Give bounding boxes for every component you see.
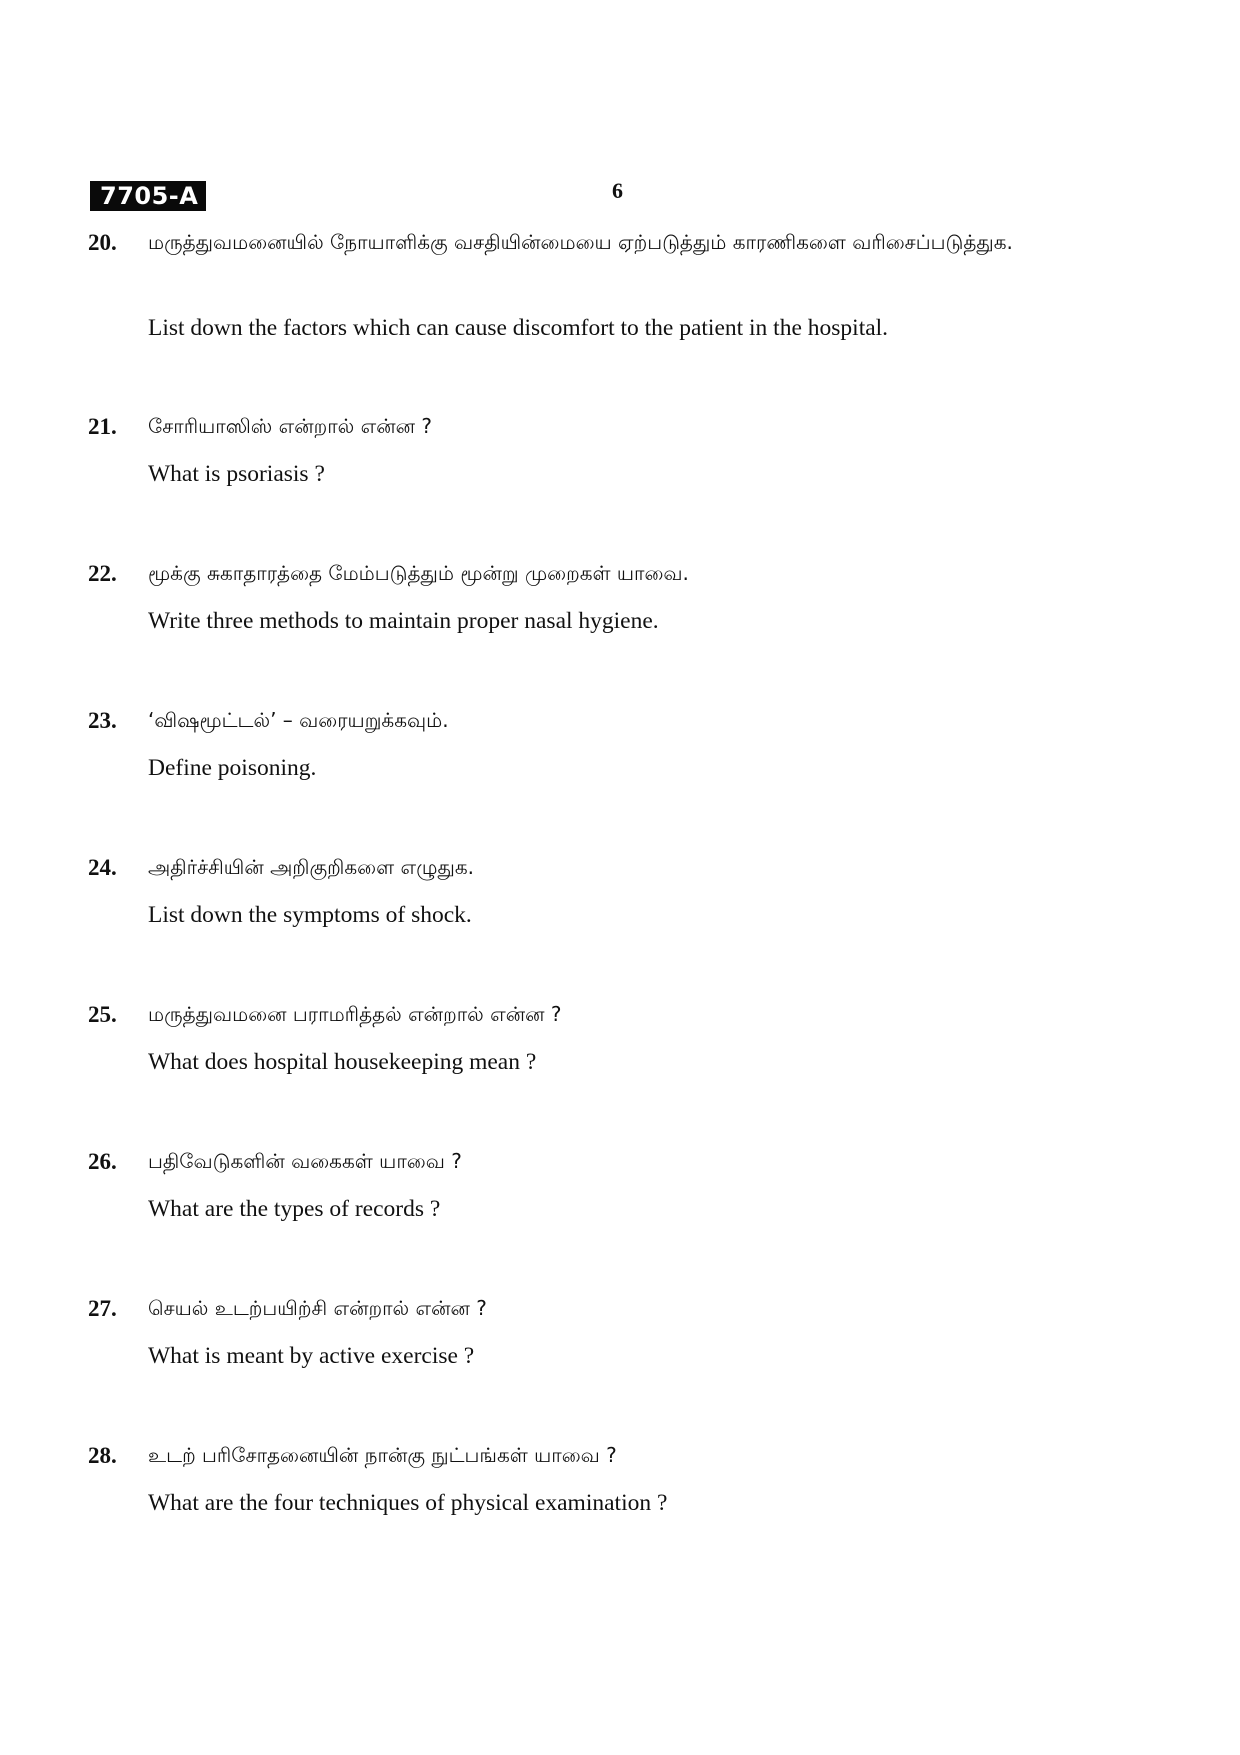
question-number: 24. [88, 855, 117, 880]
question-text-english: What are the four techniques of physical examination ? [148, 1490, 668, 1516]
question-text-english: List down the symptoms of shock. [148, 902, 472, 928]
question-text-tamil: உடற் பரிசோதனையின் நான்கு நுட்பங்கள் யாவை ? [148, 1443, 617, 1467]
question-number: 20. [88, 230, 117, 255]
question-text-tamil: செயல் உடற்பயிற்சி என்றால் என்ன ? [148, 1296, 487, 1320]
question-text-tamil: மருத்துவமனையில் நோயாளிக்கு வசதியின்மையை ஏற்படுத்தும் காரணிகளை வரிசைப்படுத்துக. [148, 230, 1013, 254]
question-text-english: List down the factors which can cause discomfort to the patient in the hospital. [148, 315, 889, 341]
question-text-tamil: மருத்துவமனை பராமரித்தல் என்றால் என்ன ? [148, 1002, 562, 1026]
question-text-english: What is psoriasis ? [148, 461, 325, 487]
question-text-tamil: சோரியாஸிஸ் என்றால் என்ன ? [148, 414, 433, 438]
paper-code-badge: 7705-A [90, 181, 206, 211]
question-number: 25. [88, 1002, 117, 1027]
question-text-tamil: பதிவேடுகளின் வகைகள் யாவை ? [148, 1149, 462, 1173]
question-text-tamil: மூக்கு சுகாதாரத்தை மேம்படுத்தும் மூன்று முறைகள் யாவை. [148, 561, 689, 585]
question-number: 23. [88, 708, 117, 733]
question-text-english: What is meant by active exercise ? [148, 1343, 475, 1369]
question-number: 28. [88, 1443, 117, 1468]
question-number: 27. [88, 1296, 117, 1321]
question-text-english: Define poisoning. [148, 755, 317, 781]
question-text-english: What are the types of records ? [148, 1196, 441, 1222]
question-number: 22. [88, 561, 117, 586]
question-number: 26. [88, 1149, 117, 1174]
question-text-english: Write three methods to maintain proper nasal hygiene. [148, 608, 659, 634]
question-text-tamil: அதிர்ச்சியின் அறிகுறிகளை எழுதுக. [148, 855, 474, 879]
page-number: 6 [612, 178, 623, 203]
question-text-english: What does hospital housekeeping mean ? [148, 1049, 537, 1075]
question-text-tamil: ‘விஷமூட்டல்’ – வரையறுக்கவும். [148, 708, 449, 732]
question-number: 21. [88, 414, 117, 439]
